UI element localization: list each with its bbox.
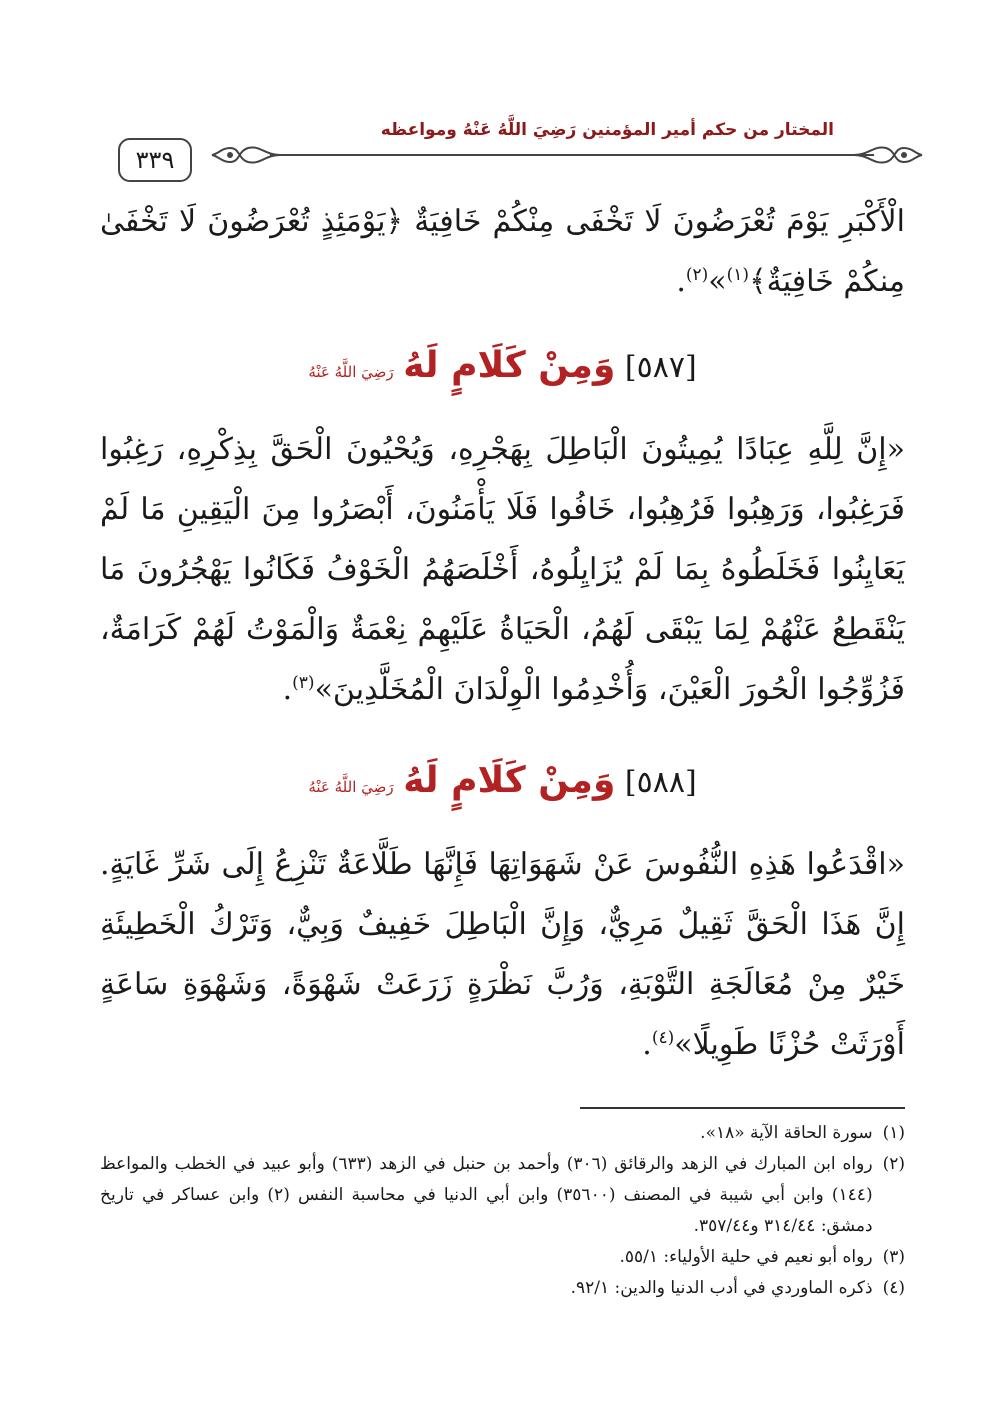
footnote: [100, 1149, 905, 1242]
footnote-number: (١): [882, 1123, 905, 1143]
section-paragraph: [100, 835, 905, 1075]
honorific: رَضِيَ اللَّهُ عَنْهُ: [308, 778, 394, 796]
paragraph-text: «إِنَّ لِلَّهِ عِبَادًا يُمِيتُونَ الْبَاطِلَ بِهَجْرِهِ، وَيُحْيُونَ الْحَقَّ بِذِكْرِهِ، رَغِبُوا فَرَغِبُوا، وَرَهِبُوا فَرُهِبُوا، خَافُوا فَلَا يَأْمَنُونَ، أَبْصَرُوا مِنَ الْيَقِينِ مَا لَمْ يَعَايِنُوا فَخَلَطُوهُ بِمَا لَمْ يُزَايِلُوهُ، أَخْلَصَهُمُ الْخَوْفُ فَكَانُوا يَهْجُرُونَ مَا يَنْقَطِعُ عَنْهُمْ لِمَا يَبْقَى لَهُمُ، الْحَيَاةُ عَلَيْهِمْ نِعْمَةٌ وَالْمَوْتُ لَهُمْ كَرَامَةٌ، فَزُوِّجُوا الْحُورَ الْعَيْنَ، وَأُخْدِمُوا الْوِلْدَانَ الْمُخَلَّدِينَ»: [100, 432, 905, 707]
section-number: [٥٨٧]: [624, 350, 697, 385]
header-rule: [270, 154, 874, 156]
footnote-ref: (٣): [292, 673, 315, 693]
footnote-number: (٣): [882, 1247, 905, 1267]
section-paragraph: [100, 420, 905, 720]
footnote: [100, 1273, 905, 1304]
section-heading: [100, 345, 905, 386]
page-header: [100, 108, 904, 188]
period: .: [642, 1027, 652, 1062]
footnotes: [100, 1118, 905, 1304]
continued-paragraph: [100, 192, 905, 312]
footnote: [100, 1118, 905, 1149]
footnote-ref: (٤): [651, 1028, 675, 1048]
footnote-separator: [580, 1107, 905, 1109]
footnote-ref: (٢): [685, 265, 709, 285]
footnote-text: ذكره الماوردي في أدب الدنيا والدين: ٩٢/١.: [570, 1278, 873, 1298]
closing-quote: »: [708, 264, 727, 299]
paragraph-text: الْأَكْبَرِ يَوْمَ تُعْرَضُونَ لَا تَخْفَى مِنْكُمْ خَافِيَةٌ ﴿يَوْمَئِذٍ تُعْرَضُونَ لَا تَخْفَىٰ مِنكُمْ خَافِيَةٌ﴾: [100, 204, 905, 299]
footnote-text: رواه أبو نعيم في حلية الأولياء: ٥٥/١.: [619, 1247, 873, 1267]
section-number: [٥٨٨]: [624, 765, 697, 800]
period: .: [676, 264, 686, 299]
period: .: [282, 672, 293, 707]
section-heading: [100, 760, 905, 801]
running-title: المختار من حكم أمير المؤمنين رَضِيَ اللَّهُ عَنْهُ ومواعظه: [380, 120, 834, 140]
section-title: وَمِنْ كَلَامٍ لَهُ: [403, 345, 616, 386]
footnote-number: (٤): [882, 1278, 905, 1298]
page-number: ٣٣٩: [118, 138, 192, 182]
footnote: [100, 1242, 905, 1273]
footnote-text: سورة الحاقة الآية «١٨».: [700, 1123, 873, 1143]
honorific: رَضِيَ اللَّهُ عَنْهُ: [308, 363, 394, 381]
footnote-text: رواه ابن المبارك في الزهد والرقائق (٣٠٦) وأحمد بن حنبل في الزهد (٦٣٣) وأبو عبيد في الخطب والمواعظ (١٤٤) وابن أبي شيبة في المصنف (٣٥٦٠٠) وابن أبي الدنيا في محاسبة النفس (٢) وابن عساكر في تاريخ دمشق: ٣١٤/٤٤ و٣٥٧/٤٤.: [100, 1154, 873, 1236]
section-title: وَمِنْ كَلَامٍ لَهُ: [403, 760, 616, 801]
footnote-ref: (١): [726, 265, 750, 285]
paragraph-text: «اقْدَعُوا هَذِهِ النُّفُوسَ عَنْ شَهَوَاتِهَا فَإِنَّهَا طَلَّاعَةٌ تَنْزِعُ إِلَى شَرِّ غَايَةٍ. إِنَّ هَذَا الْحَقَّ ثَقِيلٌ مَرِيٌّ، وَإِنَّ الْبَاطِلَ خَفِيفٌ وَبِيٌّ، وَتَرْكُ الْخَطِيئَةِ خَيْرٌ مِنْ مُعَالَجَةِ التَّوْبَةِ، وَرُبَّ نَظْرَةٍ زَرَعَتْ شَهْوَةً، وَشَهْوَةِ سَاعَةٍ أَوْرَثَتْ حُزْنًا طَوِيلًا»: [100, 847, 905, 1062]
right-ornament-icon: [854, 142, 924, 168]
footnote-number: (٢): [882, 1154, 905, 1174]
